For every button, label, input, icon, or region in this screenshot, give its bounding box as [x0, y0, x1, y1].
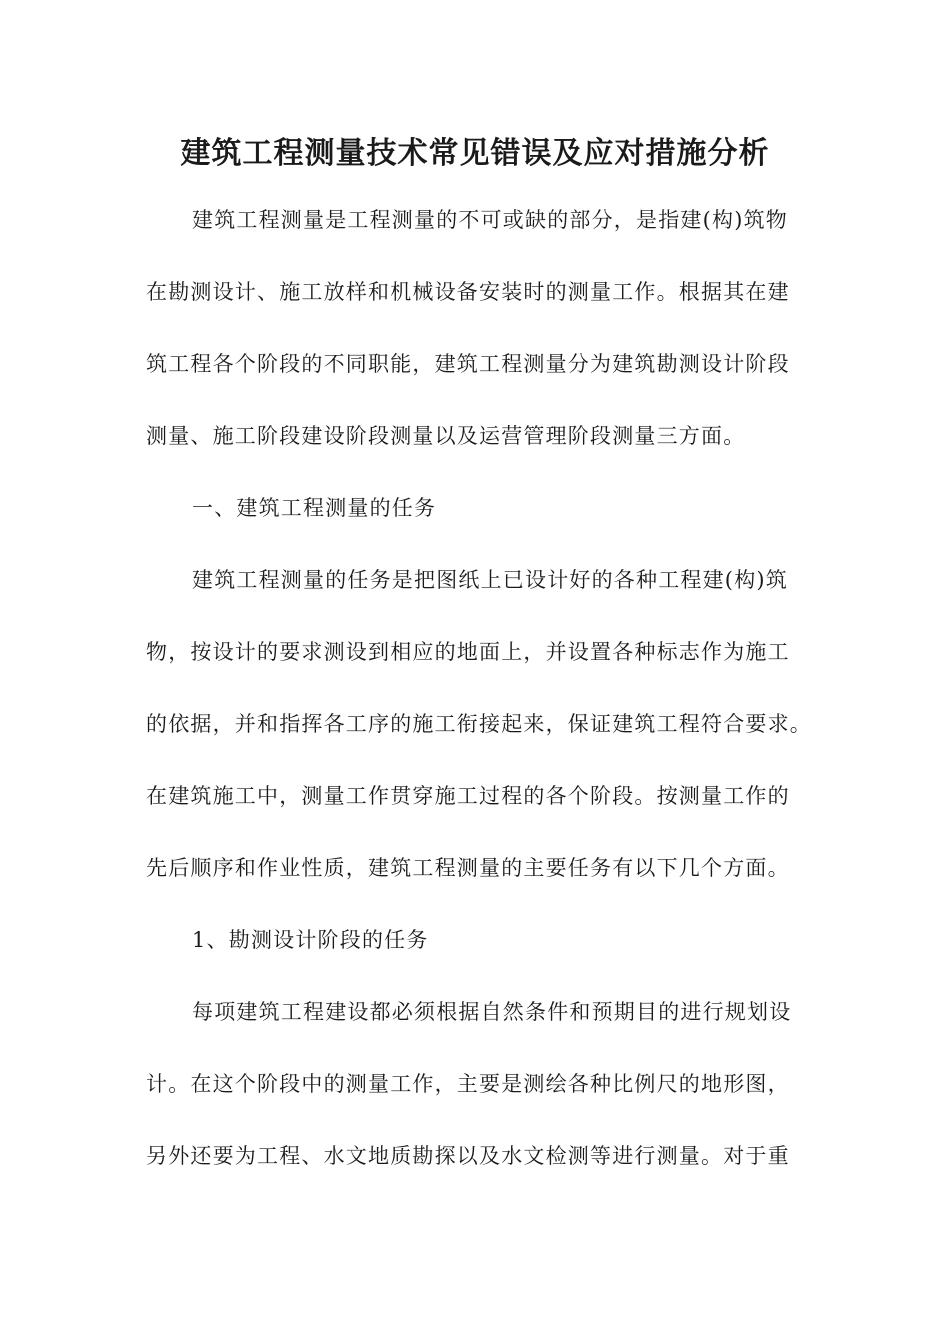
- paragraph-line: 计。在这个阶段中的测量工作，主要是测绘各种比例尺的地形图，: [146, 1072, 790, 1096]
- paragraph-line: 建筑工程测量的任务是把图纸上已设计好的各种工程建(构)筑: [192, 568, 788, 592]
- paragraph-line: 先后顺序和作业性质，建筑工程测量的主要任务有以下几个方面。: [146, 856, 790, 880]
- paragraph-line: 建筑工程测量是工程测量的不可或缺的部分，是指建(构)筑物: [192, 208, 788, 232]
- paragraph-line: 物，按设计的要求测设到相应的地面上，并设置各种标志作为施工: [146, 640, 790, 664]
- paragraph-line: 每项建筑工程建设都必须根据自然条件和预期目的进行规划设: [192, 1000, 792, 1024]
- paragraph-line: 的依据，并和指挥各工序的施工衔接起来，保证建筑工程符合要求。: [146, 712, 812, 736]
- document-title: 建筑工程测量技术常见错误及应对措施分析: [180, 136, 770, 171]
- paragraph-line: 另外还要为工程、水文地质勘探以及水文检测等进行测量。对于重: [146, 1144, 790, 1168]
- section-heading: 一、建筑工程测量的任务: [192, 496, 437, 520]
- paragraph-line: 在建筑施工中，测量工作贯穿施工过程的各个阶段。按测量工作的: [146, 784, 790, 808]
- document-body: [146, 195, 812, 1203]
- paragraph-line: 在勘测设计、施工放样和机械设备安装时的测量工作。根据其在建: [146, 280, 790, 304]
- subsection-heading: 1、勘测设计阶段的任务: [192, 928, 429, 952]
- paragraph-line: 筑工程各个阶段的不同职能，建筑工程测量分为建筑勘测设计阶段: [146, 352, 790, 376]
- paragraph-line: 测量、施工阶段建设阶段测量以及运营管理阶段测量三方面。: [146, 424, 746, 448]
